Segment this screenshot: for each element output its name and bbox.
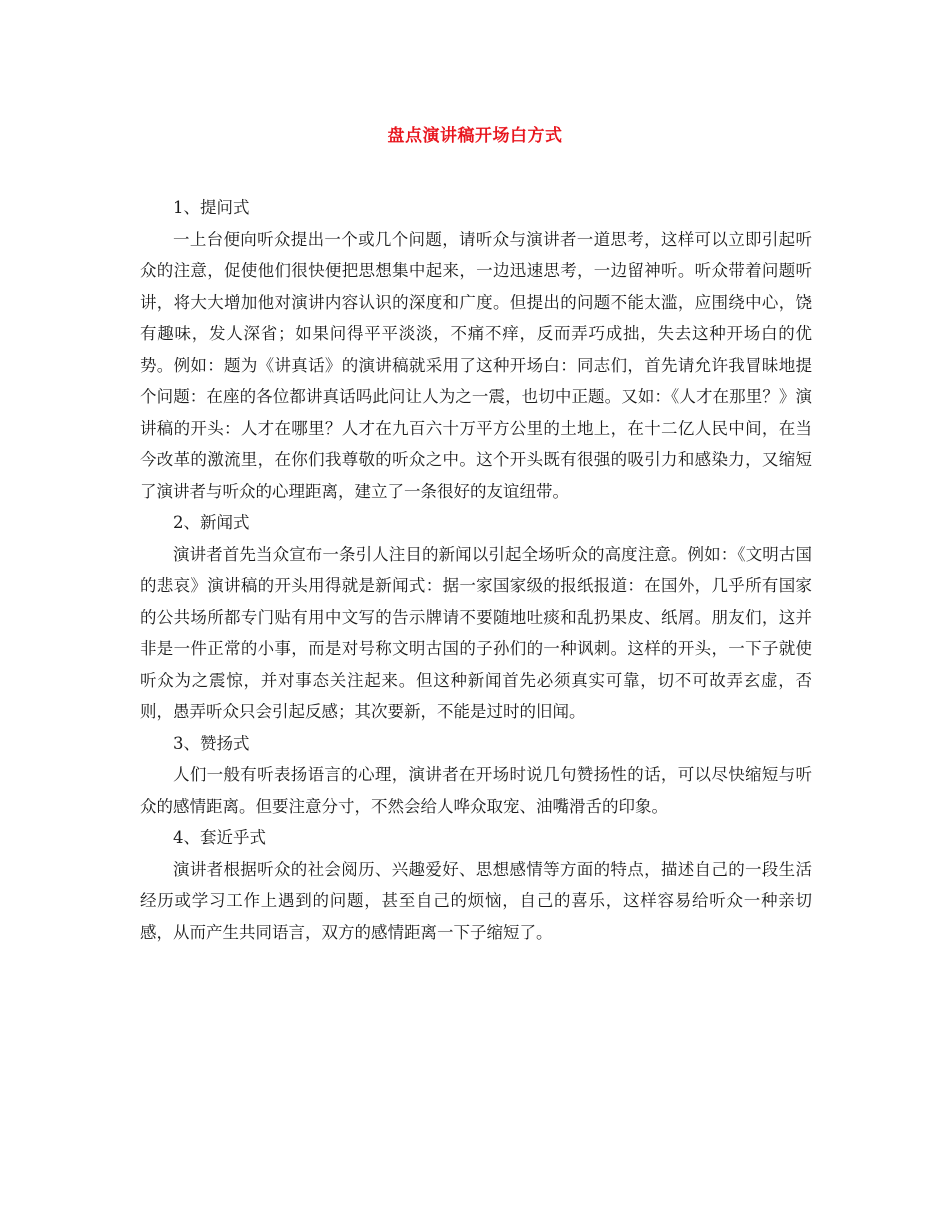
- section-heading-rapport: 4、套近乎式: [173, 828, 266, 847]
- section-heading-questioning: 1、提问式: [173, 198, 250, 217]
- section-heading-news: 2、新闻式: [173, 513, 250, 532]
- section-heading-praise: 3、赞扬式: [173, 733, 250, 753]
- section-text-praise: 人们一般有听表扬语言的心理，演讲者在开场时说几句赞扬性的话，可以尽快缩短与听众的感情距离。但要注意分寸，不然会给人哗众取宠、油嘴滑舌的印象。: [140, 765, 812, 816]
- document-body: [140, 192, 812, 948]
- document-title: 盘点演讲稿开场白方式: [387, 126, 563, 146]
- section-text-rapport: 演讲者根据听众的社会阅历、兴趣爱好、思想感情等方面的特点，描述自己的一段生活经历或学习工作上遇到的问题，甚至自己的烦恼，自己的喜乐，这样容易给听众一种亲切感，从而产生共同语言，双方的感情距离一下子缩短了。: [140, 859, 812, 942]
- section-text-questioning: 一上台便向听众提出一个或几个问题，请听众与演讲者一道思考，这样可以立即引起听众的注意，促使他们很快便把思想集中起来，一边迅速思考，一边留神听。听众带着问题听讲，将大大增加他对演讲内容认识的深度和广度。但提出的问题不能太滥，应围绕中心，饶有趣味，发人深省；如果问得平平淡淡，不痛不痒，反而弄巧成拙，失去这种开场白的优势。例如：题为《讲真话》的演讲稿就采用了这种开场白：同志们，首先请允许我冒昧地提个问题：在座的各位都讲真话吗此问让人为之一震，也切中正题。又如：《人才在那里？》演讲稿的开头：人才在哪里？人才在九百六十万平方公里的土地上，在十二亿人民中间，在当今改革的激流里，在你们我尊敬的听众之中。这个开头既有很强的吸引力和感染力，又缩短了演讲者与听众的心理距离，建立了一条很好的友谊纽带。: [140, 229, 812, 501]
- section-text-news: 演讲者首先当众宣布一条引人注目的新闻以引起全场听众的高度注意。例如：《文明古国的悲哀》演讲稿的开头用得就是新闻式：据一家国家级的报纸报道：在国外，几乎所有国家的公共场所都专门贴有用中文写的告示牌请不要随地吐痰和乱扔果皮、纸屑。朋友们，这并非是一件正常的小事，而是对号称文明古国的子孙们的一种讽刺。这样的开头，一下子就使听众为之震惊，并对事态关注起来。但这种新闻首先必须真实可靠，切不可故弄玄虚，否则，愚弄听众只会引起反感；其次要新，不能是过时的旧闻。: [140, 544, 812, 721]
